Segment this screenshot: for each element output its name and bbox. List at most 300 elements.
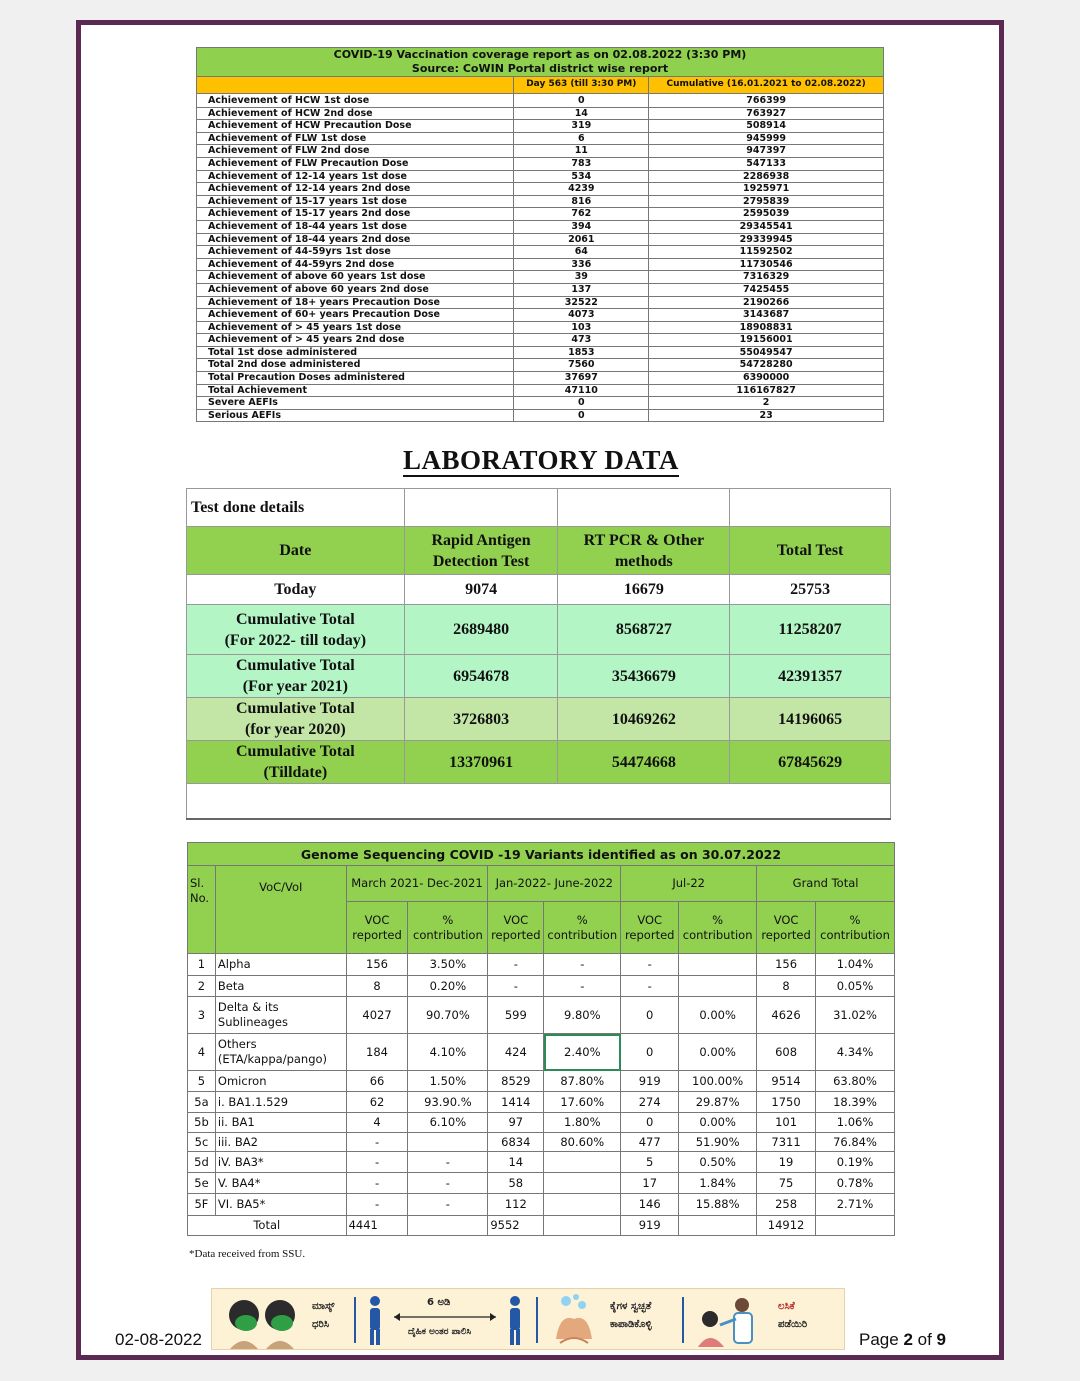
banner-separator-2	[536, 1297, 538, 1343]
genome-row-p1: 4.10%	[408, 1034, 488, 1071]
genome-sub-voc	[757, 902, 816, 954]
genome-row-p3: 29.87%	[679, 1092, 757, 1113]
vaccination-row-label: Achievement of 18-44 years 2nd dose	[197, 233, 514, 246]
lab-row-rapid: 6954678	[404, 655, 558, 698]
genome-row-p3	[679, 976, 757, 997]
vaccination-row	[197, 409, 884, 422]
genome-sub-pct-1: %	[442, 912, 454, 927]
genome-row-v3: -	[621, 954, 679, 976]
banner-mask-2: ಧರಿಸಿ	[312, 1319, 330, 1330]
genome-row-v3: -	[621, 976, 679, 997]
genome-total-label: Total	[188, 1216, 347, 1236]
page-number	[859, 1330, 946, 1350]
vaccination-row-cumulative: 766399	[649, 94, 884, 108]
lab-header-date: Date	[187, 527, 405, 575]
vaccination-row-day: 319	[514, 120, 649, 133]
vaccination-row-day: 0	[514, 397, 649, 410]
lab-row-rtpcr: 54474668	[558, 741, 730, 784]
vaccination-row-label: Achievement of above 60 years 2nd dose	[197, 283, 514, 296]
lab-row-label	[187, 655, 405, 698]
genome-row-p4: 2.71%	[816, 1194, 895, 1216]
genome-row-v1: 184	[346, 1034, 408, 1071]
genome-row-name: V. BA4*	[215, 1173, 346, 1194]
genome-row-sl: 5c	[188, 1133, 216, 1152]
vaccination-row-label: Achievement of > 45 years 1st dose	[197, 321, 514, 334]
lab-row-rtpcr: 35436679	[558, 655, 730, 698]
hand-wash-icon	[546, 1289, 602, 1351]
lab-header-rtpcr-2: methods	[614, 552, 673, 570]
genome-row-v1: -	[346, 1194, 408, 1216]
genome-row-v4: 7311	[757, 1133, 816, 1152]
genome-row-v3: 0	[621, 1113, 679, 1133]
banner-distance-bottom: ದೈಹಿಕ ಅಂತರ ಪಾಲಿಸಿ	[408, 1327, 472, 1337]
vaccination-row	[197, 296, 884, 309]
vaccination-row-cumulative: 1925971	[649, 183, 884, 196]
genome-row-sl: 5e	[188, 1173, 216, 1194]
lab-row	[187, 655, 891, 698]
vaccination-row-cumulative: 6390000	[649, 372, 884, 385]
vaccination-table	[196, 47, 884, 422]
genome-row-v2: 14	[488, 1152, 544, 1173]
lab-caption-empty-2	[558, 489, 730, 527]
genome-row-v2: 6834	[488, 1133, 544, 1152]
vaccination-row-day: 4073	[514, 309, 649, 322]
genome-period-4: Grand Total	[757, 866, 895, 902]
genome-row-v3: 0	[621, 997, 679, 1034]
genome-row-name: iii. BA2	[215, 1133, 346, 1152]
lab-header-rtpcr	[558, 527, 730, 575]
vaccination-row-day: 4239	[514, 183, 649, 196]
banner-vaccine-1: ಲಸಿಕೆ	[778, 1301, 795, 1312]
lab-row-label-2: (for year 2020)	[244, 721, 346, 738]
genome-row-p3: 1.84%	[679, 1173, 757, 1194]
genome-row-v3: 477	[621, 1133, 679, 1152]
vaccination-row	[197, 384, 884, 397]
vaccination-row	[197, 183, 884, 196]
genome-row-v4: 101	[757, 1113, 816, 1133]
genome-row-p1: 1.50%	[408, 1071, 488, 1092]
vaccination-row-cumulative: 2595039	[649, 208, 884, 221]
genome-sub-voc	[346, 902, 408, 954]
genome-row-p4: 4.34%	[816, 1034, 895, 1071]
vaccination-row-cumulative: 29345541	[649, 220, 884, 233]
genome-row	[188, 1113, 895, 1133]
banner-separator-3	[682, 1297, 684, 1343]
genome-row	[188, 1034, 895, 1071]
vaccination-row-label: Achievement of > 45 years 2nd dose	[197, 334, 514, 347]
page-total: 9	[936, 1330, 946, 1349]
genome-sub-pct	[408, 902, 488, 954]
vaccination-row	[197, 120, 884, 133]
genome-row-v4: 156	[757, 954, 816, 976]
laboratory-title: LABORATORY DATA	[403, 445, 679, 475]
header-day: Day 563 (till 3:30 PM)	[514, 77, 649, 94]
lab-row	[187, 741, 891, 784]
genome-row	[188, 1194, 895, 1216]
lab-row-rapid: 9074	[404, 575, 558, 605]
lab-row-label-1: Cumulative Total	[235, 700, 355, 717]
genome-row-v1: 156	[346, 954, 408, 976]
genome-row-p2	[544, 1194, 621, 1216]
lab-row-rapid: 3726803	[404, 698, 558, 741]
vaccination-row-day: 0	[514, 409, 649, 422]
vaccination-row-day: 783	[514, 157, 649, 170]
genome-row-p1: 90.70%	[408, 997, 488, 1034]
genome-row-p3: 100.00%	[679, 1071, 757, 1092]
genome-row-p1: 3.50%	[408, 954, 488, 976]
vaccination-row	[197, 271, 884, 284]
genome-row-v1: 62	[346, 1092, 408, 1113]
vaccination-row-cumulative: 947397	[649, 145, 884, 158]
lab-row-label-1: Cumulative Total	[235, 657, 355, 674]
genome-row-p4: 0.19%	[816, 1152, 895, 1173]
vaccination-row-cumulative: 55049547	[649, 346, 884, 359]
genome-total-v3: 919	[621, 1216, 679, 1236]
genome-row-v1: 4	[346, 1113, 408, 1133]
genome-row-sl: 5a	[188, 1092, 216, 1113]
genome-sub-pct-1: %	[849, 912, 861, 927]
genome-total-empty-1	[408, 1216, 488, 1236]
genome-total-v2: 9552	[488, 1216, 544, 1236]
genome-row-p2: 9.80%	[544, 997, 621, 1034]
vaccination-row-cumulative: 29339945	[649, 233, 884, 246]
covid-appropriate-behaviour-banner	[211, 1288, 845, 1350]
vaccination-row-day: 6	[514, 132, 649, 145]
genome-row-p2: -	[544, 976, 621, 997]
genome-row-name: Omicron	[215, 1071, 346, 1092]
genome-row-p1: -	[408, 1152, 488, 1173]
genome-row-v1: -	[346, 1173, 408, 1194]
lab-row-total: 67845629	[730, 741, 891, 784]
genome-sub-pct	[816, 902, 895, 954]
genome-row-p1: 93.90.%	[408, 1092, 488, 1113]
genome-row-v3: 0	[621, 1034, 679, 1071]
lab-header-rapid-1: Rapid Antigen	[431, 531, 531, 549]
genome-sub-pct-1: %	[712, 912, 724, 927]
genome-row-name: Alpha	[215, 954, 346, 976]
genome-row-v4: 258	[757, 1194, 816, 1216]
vaccination-row	[197, 321, 884, 334]
genome-row-sl: 2	[188, 976, 216, 997]
vaccination-row-day: 816	[514, 195, 649, 208]
lab-row-total: 11258207	[730, 605, 891, 655]
page-current: 2	[903, 1330, 913, 1349]
genome-row-v4: 19	[757, 1152, 816, 1173]
vaccination-row-label: Total Achievement	[197, 384, 514, 397]
genome-row-name: i. BA1.1.529	[215, 1092, 346, 1113]
vaccination-row-label: Achievement of 60+ years Precaution Dose	[197, 309, 514, 322]
vaccination-row	[197, 309, 884, 322]
genome-row-p4: 0.05%	[816, 976, 895, 997]
vaccination-row-label: Total 2nd dose administered	[197, 359, 514, 372]
genome-row-p3: 0.00%	[679, 1034, 757, 1071]
genome-row-v1: -	[346, 1152, 408, 1173]
vaccination-row-day: 64	[514, 246, 649, 259]
genome-row-p2	[544, 1152, 621, 1173]
genome-sub-voc-2: reported	[624, 927, 675, 942]
lab-row-rapid: 13370961	[404, 741, 558, 784]
vaccination-row-cumulative: 508914	[649, 120, 884, 133]
vaccination-row-label: Achievement of 44-59yrs 1st dose	[197, 246, 514, 259]
document-page	[76, 20, 1004, 1360]
genome-row-name: iV. BA3*	[215, 1152, 346, 1173]
lab-row-label-1: Cumulative Total	[235, 743, 355, 760]
vaccination-row-cumulative: 7316329	[649, 271, 884, 284]
genome-sub-voc	[488, 902, 544, 954]
genome-row-v4: 1750	[757, 1092, 816, 1113]
lab-row-label-1: Today	[274, 581, 317, 598]
genome-row-name: VI. BA5*	[215, 1194, 346, 1216]
genome-row-v1: -	[346, 1133, 408, 1152]
genome-row-v1: 4027	[346, 997, 408, 1034]
genome-sub-pct-2: contribution	[547, 927, 618, 942]
genome-total-v4: 14912	[757, 1216, 816, 1236]
vaccination-row-cumulative: 11730546	[649, 258, 884, 271]
vaccination-row	[197, 220, 884, 233]
genome-row	[188, 997, 895, 1034]
genome-sub-pct	[544, 902, 621, 954]
banner-vaccine-2: ಪಡೆಯಿರಿ	[778, 1319, 808, 1330]
genome-sub-pct-2: contribution	[413, 927, 483, 942]
lab-caption-empty-1	[404, 489, 558, 527]
lab-row-label	[187, 575, 405, 605]
vaccination-row-day: 1853	[514, 346, 649, 359]
vaccination-row-label: Achievement of 12-14 years 1st dose	[197, 170, 514, 183]
genome-row	[188, 1071, 895, 1092]
vaccination-row-cumulative: 19156001	[649, 334, 884, 347]
genome-row-v2: 1414	[488, 1092, 544, 1113]
vaccination-row-day: 7560	[514, 359, 649, 372]
vaccination-row	[197, 346, 884, 359]
genome-row-v2: 112	[488, 1194, 544, 1216]
genome-row-p2: 87.80%	[544, 1071, 621, 1092]
genome-sub-pct-1: %	[576, 912, 588, 927]
genome-row-v3: 274	[621, 1092, 679, 1113]
genome-voc-header: VoC/VoI	[215, 866, 346, 954]
vaccination-row-label: Achievement of HCW Precaution Dose	[197, 120, 514, 133]
genome-row	[188, 1152, 895, 1173]
vaccination-row-label: Severe AEFIs	[197, 397, 514, 410]
lab-row-label	[187, 605, 405, 655]
vaccination-title	[197, 48, 884, 77]
person-right-icon	[502, 1289, 528, 1351]
genome-row-v3: 146	[621, 1194, 679, 1216]
vaccination-row	[197, 94, 884, 108]
lab-row	[187, 575, 891, 605]
genome-row-p4: 31.02%	[816, 997, 895, 1034]
vaccination-row-label: Achievement of FLW Precaution Dose	[197, 157, 514, 170]
vaccination-row-label: Achievement of above 60 years 1st dose	[197, 271, 514, 284]
genome-row-v2: 58	[488, 1173, 544, 1194]
vaccination-row-day: 2061	[514, 233, 649, 246]
lab-row-label-2: (For 2022- till today)	[224, 631, 367, 649]
genome-row-v4: 4626	[757, 997, 816, 1034]
lab-row-total: 25753	[730, 575, 891, 605]
genome-row-v4: 75	[757, 1173, 816, 1194]
genome-row-v2: 97	[488, 1113, 544, 1133]
page-mid: of	[912, 1330, 937, 1349]
vaccination-row-label: Achievement of 12-14 years 2nd dose	[197, 183, 514, 196]
ssu-note: *Data received from SSU.	[189, 1248, 306, 1260]
footer-date: 02-08-2022	[115, 1330, 202, 1349]
genome-total-empty-4	[816, 1216, 895, 1236]
genome-sl-1: Sl.	[190, 876, 205, 890]
genome-row-p4: 63.80%	[816, 1071, 895, 1092]
lab-caption: Test done details	[187, 489, 405, 527]
vaccination-title-line1: COVID-19 Vaccination coverage report as on 02.08.2022 (3:30 PM)	[333, 48, 747, 61]
genome-row	[188, 1173, 895, 1194]
vaccination-row-cumulative: 763927	[649, 107, 884, 120]
lab-row-total: 14196065	[730, 698, 891, 741]
genome-sl-2: No.	[190, 891, 210, 905]
lab-row-label	[187, 698, 405, 741]
genome-sub-pct	[679, 902, 757, 954]
genome-row-p1: -	[408, 1173, 488, 1194]
vaccination-row-label: Achievement of 18+ years Precaution Dose	[197, 296, 514, 309]
vaccination-row	[197, 170, 884, 183]
vaccination-row	[197, 107, 884, 120]
vaccination-row	[197, 195, 884, 208]
genome-row	[188, 1092, 895, 1113]
genome-sub-voc-1: VOC	[637, 912, 663, 927]
vaccination-row	[197, 258, 884, 271]
genome-row-name: Others (ETA/kappa/pango)	[215, 1034, 346, 1071]
genome-sub-voc-2: reported	[491, 927, 541, 942]
banner-wash-1: ಕೈಗಳ ಸ್ವಚ್ಛತೆ	[610, 1301, 652, 1312]
genome-sub-voc-2: reported	[352, 927, 402, 942]
vaccination-row	[197, 359, 884, 372]
genome-row-p2: -	[544, 954, 621, 976]
vaccination-row-cumulative: 11592502	[649, 246, 884, 259]
genome-row-p2: 1.80%	[544, 1113, 621, 1133]
vaccination-row-cumulative: 2	[649, 397, 884, 410]
vaccination-row-label: Total Precaution Doses administered	[197, 372, 514, 385]
genome-row-p3: 0.00%	[679, 1113, 757, 1133]
lab-empty-row	[187, 784, 891, 819]
vaccination-row-label: Achievement of FLW 1st dose	[197, 132, 514, 145]
vaccination-row-cumulative: 54728280	[649, 359, 884, 372]
genome-title: Genome Sequencing COVID -19 Variants identified as on 30.07.2022	[188, 843, 895, 866]
lab-row-rtpcr: 16679	[558, 575, 730, 605]
genome-period-3: Jul-22	[621, 866, 757, 902]
vaccination-row	[197, 157, 884, 170]
vaccination-row-label: Total 1st dose administered	[197, 346, 514, 359]
genome-row-sl: 5	[188, 1071, 216, 1092]
genome-sub-pct-2: contribution	[820, 927, 890, 942]
genome-row-p1: -	[408, 1194, 488, 1216]
genome-row-v2: -	[488, 976, 544, 997]
lab-row-rtpcr: 8568727	[558, 605, 730, 655]
vaccination-row-day: 32522	[514, 296, 649, 309]
lab-row-label-2: (Tilldate)	[263, 764, 328, 781]
genome-row-p2: 2.40%	[544, 1034, 621, 1071]
lab-row	[187, 698, 891, 741]
lab-row	[187, 605, 891, 655]
genome-row-v3: 919	[621, 1071, 679, 1092]
genome-row-sl: 5d	[188, 1152, 216, 1173]
banner-wash-2: ಕಾಪಾಡಿಕೊಳ್ಳಿ	[610, 1319, 652, 1330]
lab-header-total: Total Test	[730, 527, 891, 575]
genome-row-p1: 0.20%	[408, 976, 488, 997]
vaccination-row	[197, 145, 884, 158]
genome-row-p3: 0.00%	[679, 997, 757, 1034]
genome-row-p4: 18.39%	[816, 1092, 895, 1113]
genome-row	[188, 976, 895, 997]
genome-row-sl: 1	[188, 954, 216, 976]
genome-row-v1: 8	[346, 976, 408, 997]
header-blank	[197, 77, 514, 94]
vaccination-row-label: Achievement of 15-17 years 1st dose	[197, 195, 514, 208]
genome-row-p3: 15.88%	[679, 1194, 757, 1216]
genome-row-sl: 5b	[188, 1113, 216, 1133]
genome-row-v3: 17	[621, 1173, 679, 1194]
vaccination-row	[197, 233, 884, 246]
vaccination-row-cumulative: 547133	[649, 157, 884, 170]
lab-row-rapid: 2689480	[404, 605, 558, 655]
genome-row-v2: 599	[488, 997, 544, 1034]
vaccination-row-day: 762	[514, 208, 649, 221]
genome-sub-voc	[621, 902, 679, 954]
vaccination-row-label: Achievement of HCW 1st dose	[197, 94, 514, 108]
genome-total-empty-2	[544, 1216, 621, 1236]
genome-sub-voc-2: reported	[761, 927, 811, 942]
vaccination-row-cumulative: 18908831	[649, 321, 884, 334]
vaccination-title-line2: Source: CoWIN Portal district wise report	[411, 62, 669, 75]
genome-sub-voc-1: VOC	[503, 912, 529, 927]
genome-period-2: Jan-2022- June-2022	[488, 866, 621, 902]
masked-faces-icon	[220, 1289, 308, 1351]
vaccination-row-label: Achievement of 18-44 years 1st dose	[197, 220, 514, 233]
genome-row-v2: -	[488, 954, 544, 976]
genome-row-sl: 5F	[188, 1194, 216, 1216]
genome-row-p4: 1.06%	[816, 1113, 895, 1133]
genome-row-v3: 5	[621, 1152, 679, 1173]
vaccination-row-day: 534	[514, 170, 649, 183]
genome-row-name: Delta & its Sublineages	[215, 997, 346, 1034]
lab-header-rapid	[404, 527, 558, 575]
vaccination-row	[197, 208, 884, 221]
genome-period-1: March 2021- Dec-2021	[346, 866, 488, 902]
banner-mask-1: ಮಾಸ್ಕ್	[312, 1301, 335, 1312]
lab-header-rtpcr-1: RT PCR & Other	[583, 531, 705, 549]
genome-row-p1	[408, 1133, 488, 1152]
vaccination-row-day: 47110	[514, 384, 649, 397]
vaccination-row-day: 137	[514, 283, 649, 296]
vaccination-row-cumulative: 3143687	[649, 309, 884, 322]
lab-row-label	[187, 741, 405, 784]
vaccination-row-cumulative: 7425455	[649, 283, 884, 296]
genome-sub-voc-1: VOC	[364, 912, 390, 927]
vaccination-row-day: 103	[514, 321, 649, 334]
vaccination-row-day: 37697	[514, 372, 649, 385]
genome-row-v2: 424	[488, 1034, 544, 1071]
vaccination-row-cumulative: 2795839	[649, 195, 884, 208]
genome-sub-voc-1: VOC	[773, 912, 799, 927]
vaccination-row-label: Serious AEFIs	[197, 409, 514, 422]
genome-total-empty-3	[679, 1216, 757, 1236]
genome-row-name: Beta	[215, 976, 346, 997]
banner-distance-top: 6 ಅಡಿ	[427, 1297, 451, 1308]
genome-row-p2: 80.60%	[544, 1133, 621, 1152]
genome-row-p3: 0.50%	[679, 1152, 757, 1173]
genome-row-p3: 51.90%	[679, 1133, 757, 1152]
genome-row-p3	[679, 954, 757, 976]
lab-row-rtpcr: 10469262	[558, 698, 730, 741]
genome-row-v4: 9514	[757, 1071, 816, 1092]
vaccination-row-day: 14	[514, 107, 649, 120]
vaccination-row-cumulative: 2190266	[649, 296, 884, 309]
vaccination-row	[197, 246, 884, 259]
